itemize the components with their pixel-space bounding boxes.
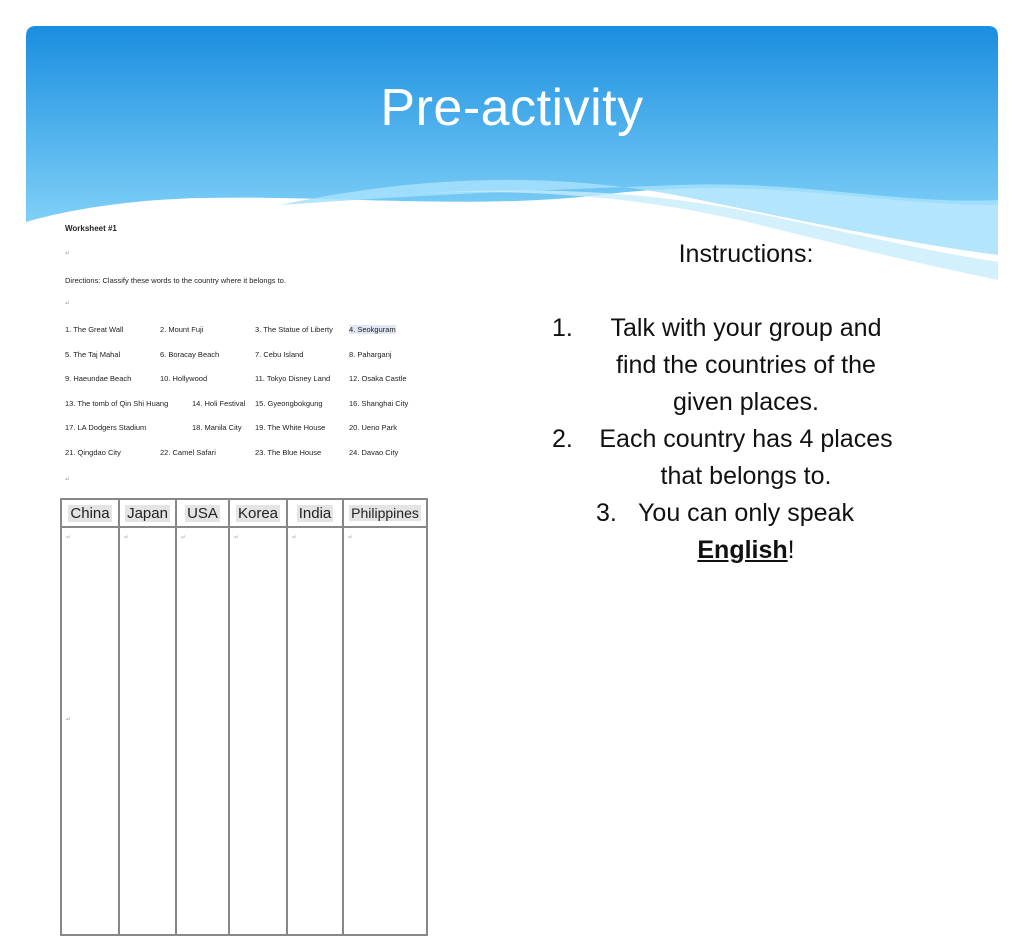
paragraph-mark: ↵ [181, 535, 187, 541]
worksheet-image [58, 222, 434, 727]
place-item: 5. The Taj Mahal [65, 349, 121, 359]
places-row [65, 399, 435, 424]
table-header [344, 500, 426, 528]
places-grid [65, 325, 435, 472]
paragraph-mark: ↵ [65, 251, 71, 257]
place-item: 1. The Great Wall [65, 325, 124, 334]
item-line: find the countries of the [616, 351, 876, 379]
slide-title: Pre-activity [380, 79, 644, 137]
table-column [230, 500, 288, 934]
place-item: 12. Osaka Castle [349, 374, 407, 383]
paragraph-mark: ↵ [66, 535, 72, 541]
places-row [65, 350, 435, 375]
instructions-panel [520, 236, 972, 569]
item-line: Each country has 4 places [599, 425, 893, 453]
instructions-list [520, 310, 972, 569]
place-item: 6. Boracay Beach [160, 349, 220, 359]
worksheet-directions: Directions: Classify these words to the country where it belongs to. [65, 276, 286, 285]
place-item: 9. Haeundae Beach [65, 374, 132, 383]
place-item: 4. Seokguram [349, 325, 396, 334]
place-item: 15. Gyeongbokgung [255, 398, 323, 408]
paragraph-mark: ↵ [66, 717, 72, 723]
table-header [177, 500, 228, 528]
table-header [230, 500, 286, 528]
item-line: that belongs to. [660, 462, 832, 490]
paragraph-mark: ↵ [292, 535, 298, 541]
place-item: 21. Qingdao City [65, 447, 121, 457]
place-item: 8. Paharganj [349, 349, 392, 359]
place-item: 11. Tokyo Disney Land [255, 374, 331, 383]
emphasis-suffix: ! [787, 536, 795, 564]
place-item: 13. The tomb of Qin Shi Huang [65, 398, 169, 408]
paragraph-mark: ↵ [65, 477, 71, 483]
place-item: 18. Manila City [192, 423, 242, 432]
item-line: You can only speak [638, 499, 854, 527]
paragraph-mark: ↵ [124, 535, 130, 541]
item-line [520, 532, 972, 569]
table-header [288, 500, 342, 528]
place-item: 10. Hollywood [160, 374, 208, 383]
instructions-heading: Instructions: [678, 240, 814, 268]
paragraph-mark: ↵ [234, 535, 240, 541]
table-column [177, 500, 230, 934]
item-number: 1. [552, 314, 573, 342]
header-label: China [70, 504, 110, 522]
place-item: 17. LA Dodgers Stadium [65, 423, 147, 432]
header-label: USA [187, 504, 218, 522]
place-item: 24. Davao City [349, 447, 399, 457]
places-row [65, 423, 435, 448]
place-item: 23. The Blue House [255, 447, 322, 457]
item-number: 2. [552, 425, 573, 453]
header-label: Japan [127, 504, 168, 522]
place-item: 7. Cebu Island [255, 349, 304, 359]
item-line: given places. [673, 388, 819, 416]
classification-table [60, 498, 428, 936]
place-item: 20. Ueno Park [349, 423, 397, 432]
header-label: Philippines [351, 505, 419, 521]
table-column [344, 500, 426, 934]
place-item: 22. Camel Safari [160, 447, 216, 457]
item-line: Talk with your group and [610, 314, 882, 342]
table-header [120, 500, 175, 528]
places-row [65, 325, 435, 350]
header-label: Korea [237, 504, 279, 522]
place-item: 16. Shanghai City [349, 398, 409, 408]
item-number: 3. [596, 499, 617, 527]
instruction-item [520, 310, 972, 421]
instruction-item [520, 421, 972, 495]
place-item: 14. Holi Festival [192, 398, 246, 408]
places-row [65, 448, 435, 473]
instruction-item [520, 495, 972, 569]
places-row [65, 374, 435, 399]
table-header [62, 500, 118, 528]
emphasis-word: English [697, 536, 788, 564]
header-label: India [298, 504, 332, 522]
paragraph-mark: ↵ [65, 301, 71, 307]
paragraph-mark: ↵ [348, 535, 354, 541]
worksheet-title: Worksheet #1 [65, 224, 117, 233]
place-item: 3. The Statue of Liberty [255, 325, 333, 334]
table-column [288, 500, 344, 934]
table-column [120, 500, 177, 934]
place-item: 2. Mount Fuji [160, 325, 204, 334]
place-item: 19. The White House [255, 423, 326, 432]
